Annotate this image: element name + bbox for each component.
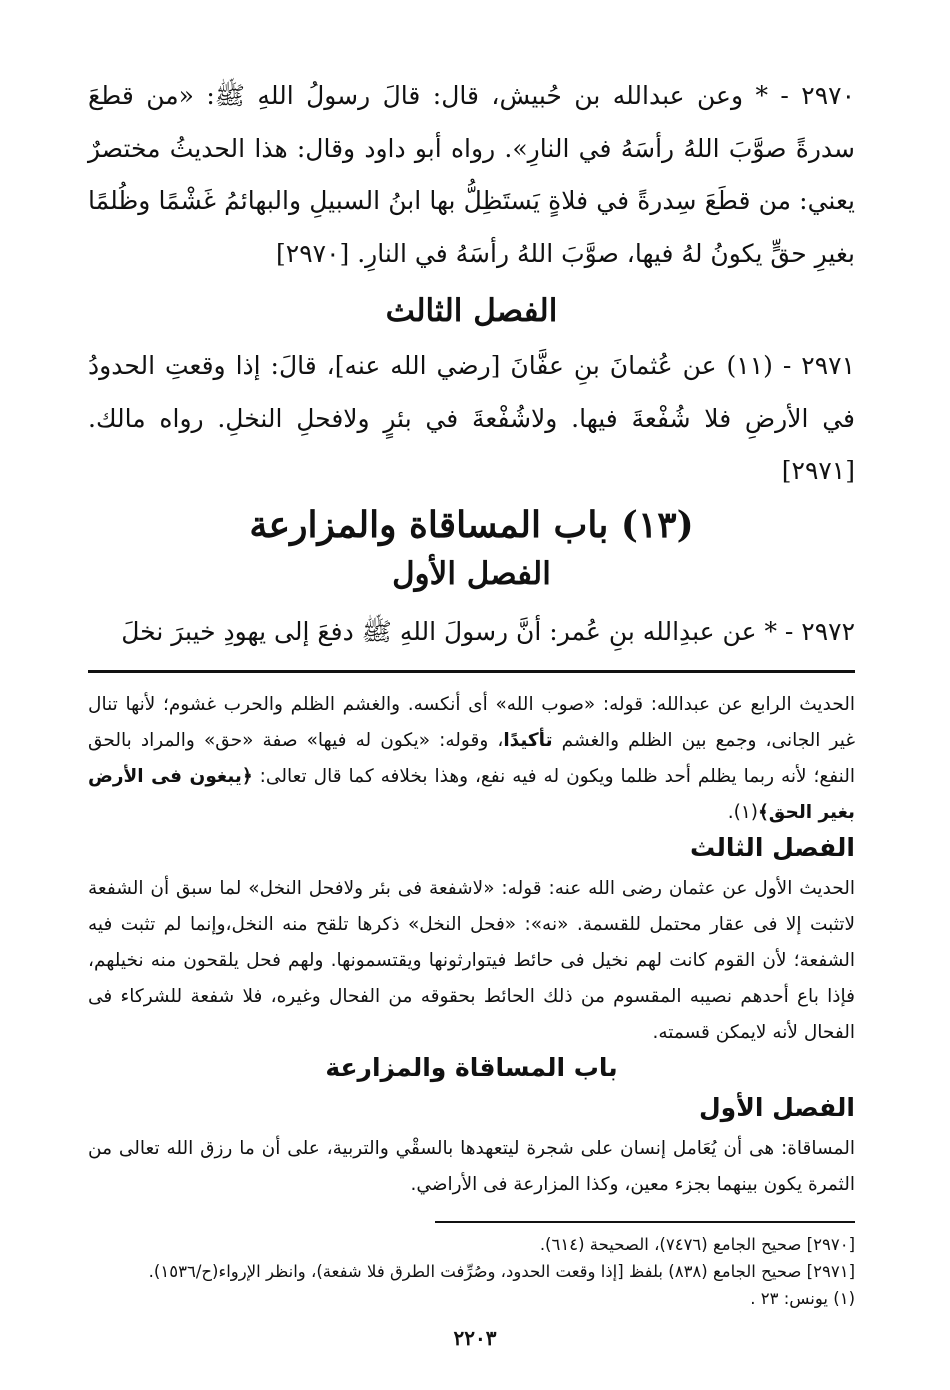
hadith-2972: ٢٩٧٢ - * عن عبدِالله بنِ عُمر: أنَّ رسولَ اللهِ ﷺ دفعَ إلى يهودِ خيبرَ نخلَ xyxy=(121,616,855,646)
hadith-2970 xyxy=(88,70,855,280)
commentary-p1-mid: ، وقوله: «يكون له فيها» صفة «حق» والمراد بالحق النفع؛ لأنه ربما يظلم أحد ظلما ويكون له فيه نفع، وهذا بخلافه كما قال تعالى: xyxy=(88,729,855,787)
footnote-divider xyxy=(435,1221,855,1223)
commentary-heading-first: الفصل الأول xyxy=(698,1092,855,1122)
commentary-p1-start: الحديث الرابع عن عبدالله: قوله: «صوب الله» أى أنكسه. والغشم الظلم والحرب غشوم؛ لأنها تنال غير الجانى، وجمع بين الظلم والغشم xyxy=(88,693,855,751)
commentary-heading-third: الفصل الثالث xyxy=(689,832,855,862)
commentary-paragraph-3: المساقاة: هى أن يُعَامل إنسان على شجرة ليتعهدها بالسقْي والتربية، على أن ما رزق الله تعالى من الثمرة يكون بينهما بجزء معين، وكذا المزارعة فى الأراضي. xyxy=(88,1137,855,1195)
commentary-p1-end: (١). xyxy=(727,801,758,823)
commentary-quran-quote: ﴿يبغون فى الأرض بغير الحق﴾ xyxy=(88,765,855,823)
hadith-2970-ref: [٢٩٧٠] xyxy=(276,238,350,268)
commentary-p1-bold: تأكيدًا xyxy=(503,729,553,751)
commentary-divider xyxy=(88,670,855,673)
chapter-title: (١٣) باب المساقاة والمزارعة xyxy=(249,503,694,546)
commentary-heading-chapter: باب المساقاة والمزارعة xyxy=(325,1052,618,1082)
section-heading-first: الفصل الأول xyxy=(392,555,551,592)
page-number: ٢٢٠٣ xyxy=(453,1326,497,1350)
hadith-2970-text: ٢٩٧٠ - * وعن عبدالله بن حُبيش، قال: قالَ رسولُ اللهِ ﷺ: «من قطعَ سدرةً صوَّبَ اللهُ رأسَهُ في النارِ». رواه أبو داود وقال: هذا الحديثُ مختصرٌ يعني: من قطَعَ سِدرةً في فلاةٍ يَستَظِلُّ بها ابنُ السبيلِ والبهائمُ غَشْمًا وظُلمًا بغيرِ حقٍّ يكونُ لهُ فيها، صوَّبَ اللهُ رأسَهُ في النارِ. xyxy=(88,81,855,268)
footnote-2970: [٢٩٧٠] صحيح الجامع (٧٤٧٦)، الصحيحة (٦١٤). xyxy=(539,1234,855,1254)
footnote-2971: [٢٩٧١] صحيح الجامع (٨٣٨) بلفظ [إذا وقعت الحدود، وصُرِّفت الطرق فلا شفعة)، وانظر الإرواء(ح/١٥٣٦). xyxy=(148,1261,855,1281)
section-heading-third: الفصل الثالث xyxy=(385,293,558,329)
hadith-2971 xyxy=(88,340,855,498)
commentary-paragraph-2: الحديث الأول عن عثمان رضى الله عنه: قوله: «لاشفعة فى بئر ولافحل النخل» لما سبق أن الشفعة لاتثبت إلا فى عقار محتمل للقسمة. «نه»: «فحل النخل» ذكرها تلقح منه النخل،وإنما لم تثبت فيه الشفعة؛ لأن القوم كانت لهم نخيل فى حائط فيتوارثونها ويقتسمونها. ولهم فحل يلقحون منه نخيلهم، فإذا باع أحدهم نصيبه المقسوم من ذلك الحائط بحقوقه من الفحال وغيره، فلا شفعة للشركاء فى الفحال لأنه لايمكن قسمته. xyxy=(88,877,855,1043)
footnote-1: (١) يونس: ٢٣ . xyxy=(750,1288,855,1308)
hadith-2971-text: ٢٩٧١ - (١١) عن عُثمانَ بنِ عفَّانَ [رضي الله عنه]، قالَ: إذا وقعتِ الحدودُ في الأرضِ فلا شُفْعةَ فيها. ولاشُفْعةَ في بئرٍ ولافحلِ النخلِ. رواه مالك. xyxy=(88,351,855,433)
commentary-paragraph-1 xyxy=(88,687,855,831)
hadith-2971-ref: [٢٩٧١] xyxy=(781,456,855,485)
